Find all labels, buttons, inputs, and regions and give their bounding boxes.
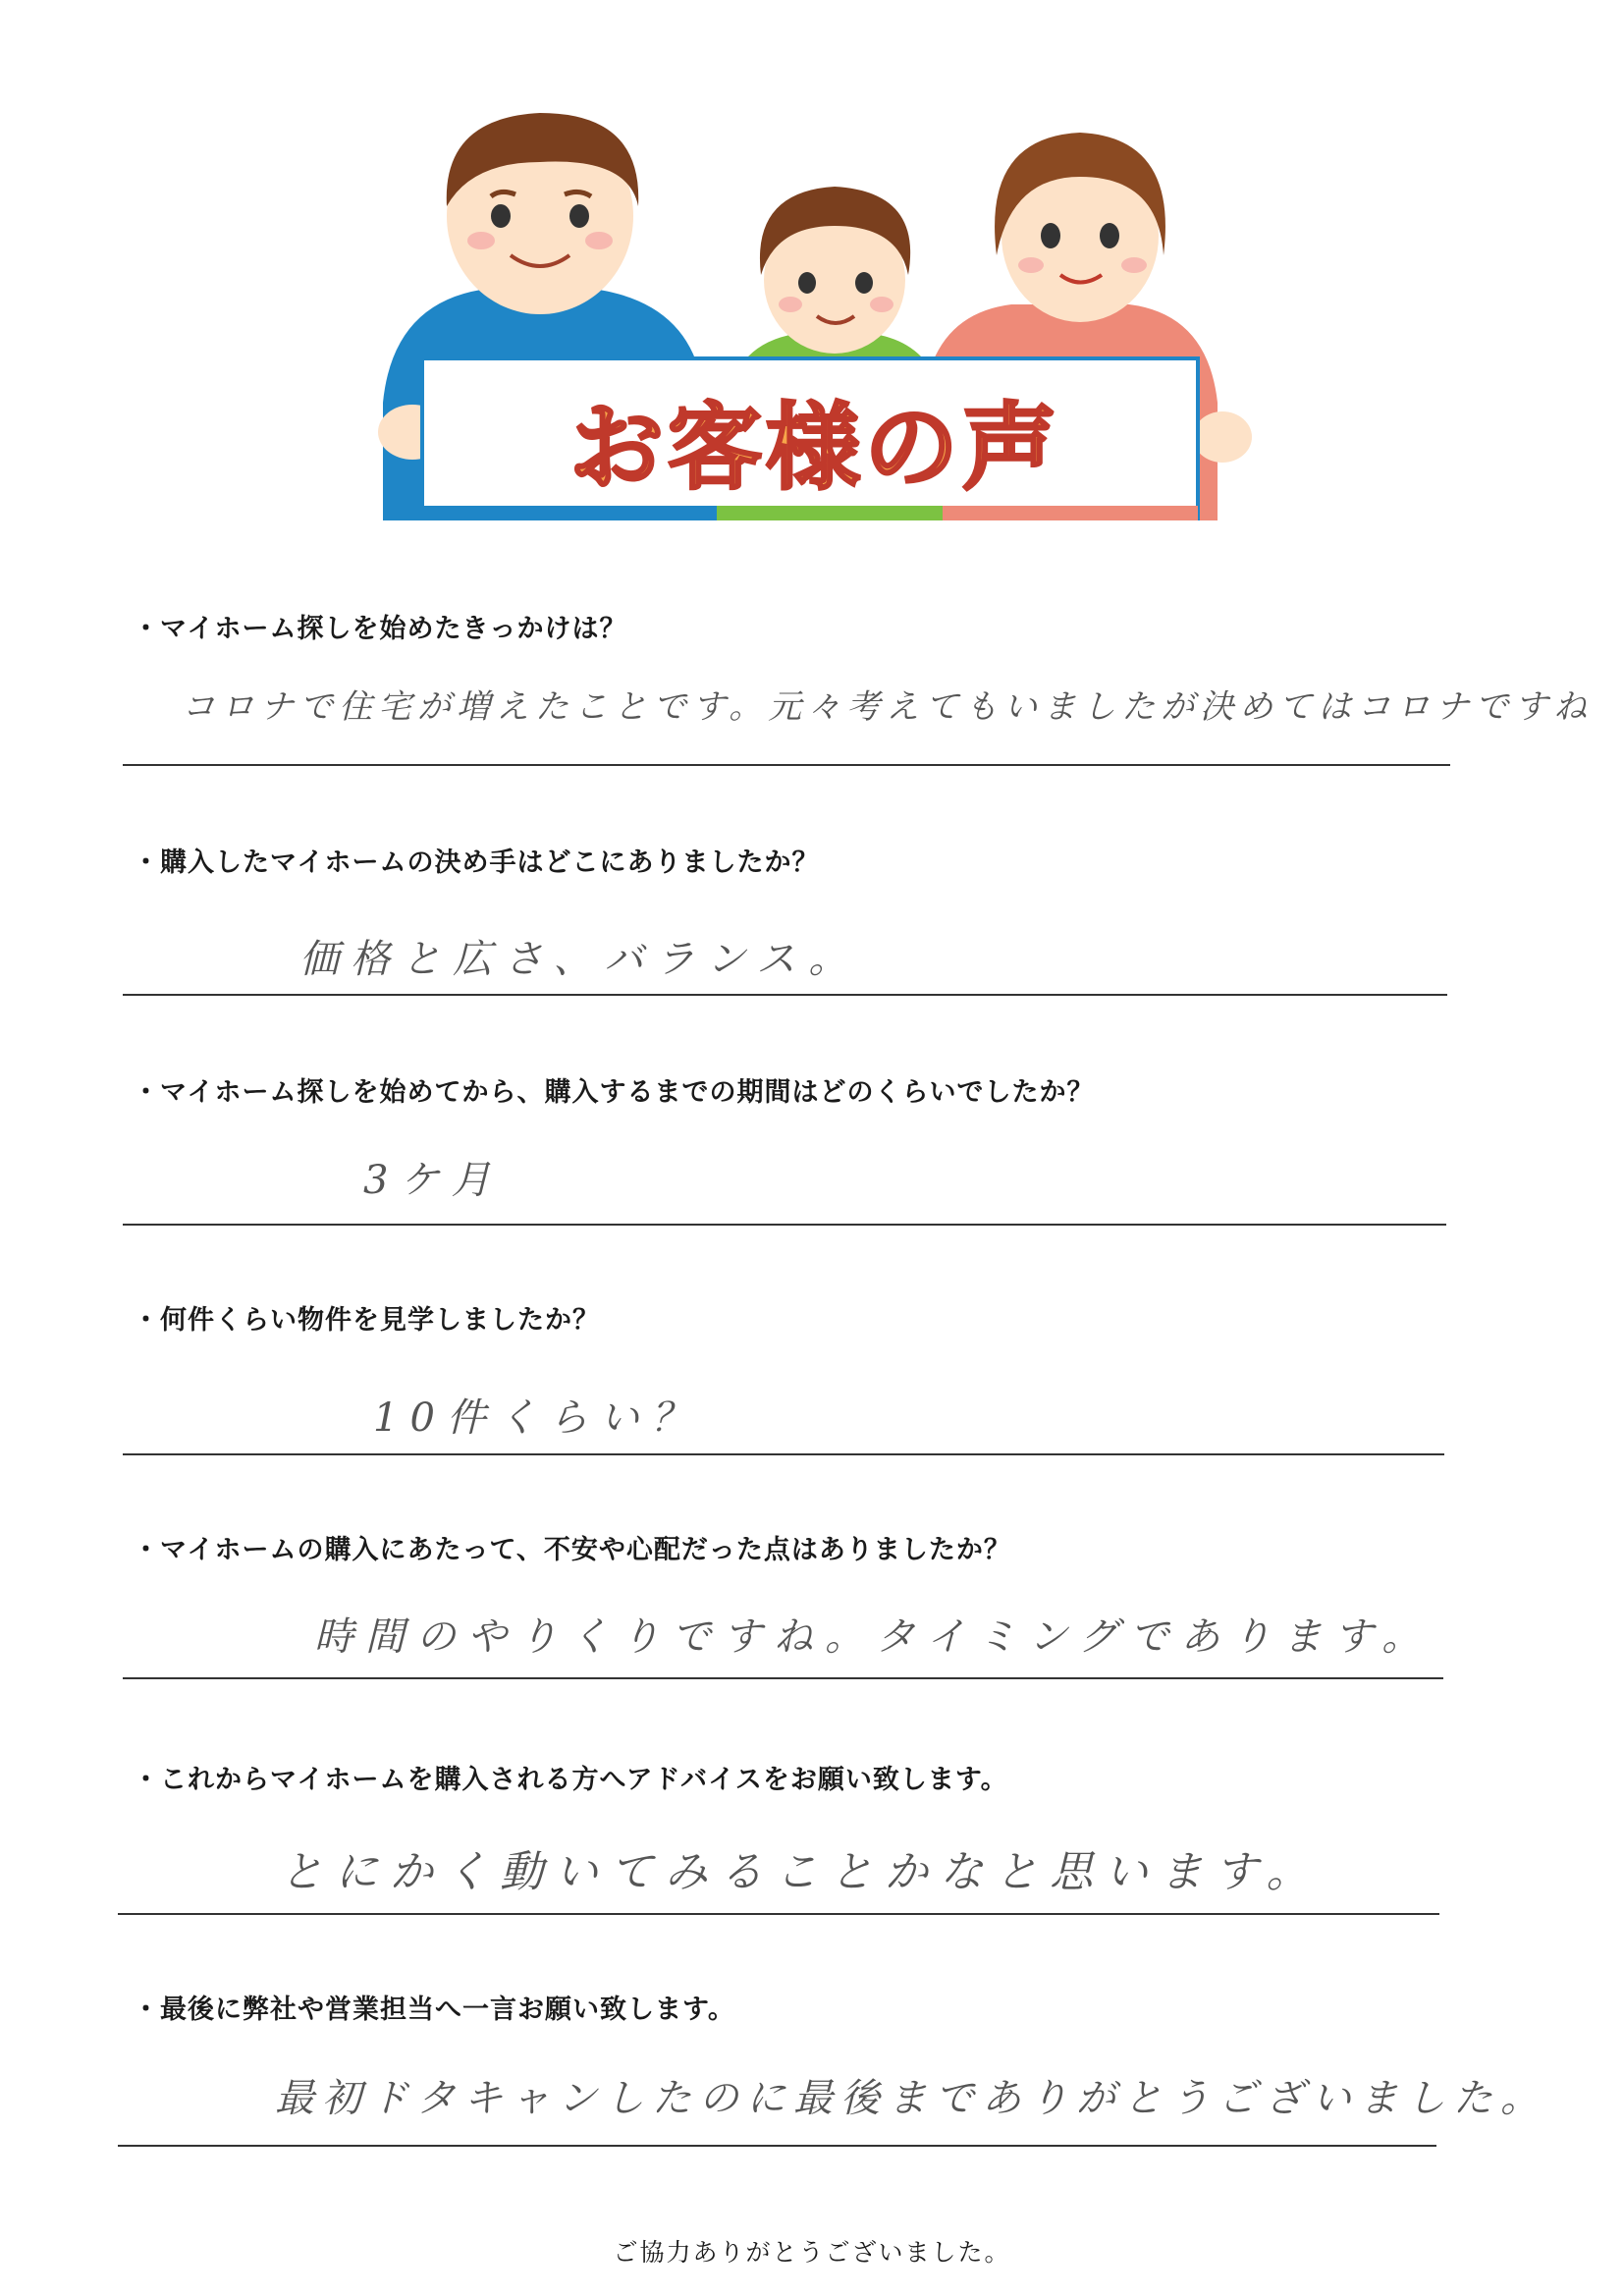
question-label: ・マイホームの購入にあたって、不安や心配だった点はありましたか？ xyxy=(133,1535,1011,1565)
question-label: ・マイホーム探しを始めてから、購入するまでの期間はどのくらいでしたか？ xyxy=(133,1077,1095,1108)
answer-text: とにかく動いてみることかなと思います。 xyxy=(280,1847,1322,1897)
question-label: ・何件くらい物件を見学しましたか？ xyxy=(133,1305,600,1336)
answer-text: 最初ドタキャンしたのに最後までありがとうございました。 xyxy=(275,2076,1547,2121)
question-label: ・最後に弊社や営業担当へ一言お願い致します。 xyxy=(133,1995,735,2025)
answer-text: 時間のやりくりですね。タイミングであります。 xyxy=(314,1614,1434,1660)
answer-underline xyxy=(123,1453,1444,1455)
answer-underline xyxy=(123,994,1447,996)
question-label: ・マイホーム探しを始めたきっかけは？ xyxy=(133,614,627,644)
question-label: ・購入したマイホームの決め手はどこにありましたか？ xyxy=(133,847,820,878)
answer-text: コロナで住宅が増えたことです。元々考えてもいましたが決めてはコロナですね xyxy=(182,687,1594,727)
answer-text: 10件くらい？ xyxy=(373,1395,702,1441)
question-label: ・これからマイホームを購入される方へアドバイスをお願い致します。 xyxy=(133,1765,1008,1795)
answer-underline xyxy=(118,2145,1436,2147)
answer-text: 価格と広さ、バランス。 xyxy=(299,937,860,982)
answer-underline xyxy=(118,1913,1439,1915)
answer-text: 3ケ月 xyxy=(363,1158,503,1203)
answer-underline xyxy=(123,764,1450,766)
answer-underline xyxy=(123,1224,1446,1226)
page-title: お客様の声 xyxy=(569,393,1060,503)
answer-underline xyxy=(123,1677,1443,1679)
footer-thanks: ご協力ありがとうございました。 xyxy=(613,2238,1011,2267)
